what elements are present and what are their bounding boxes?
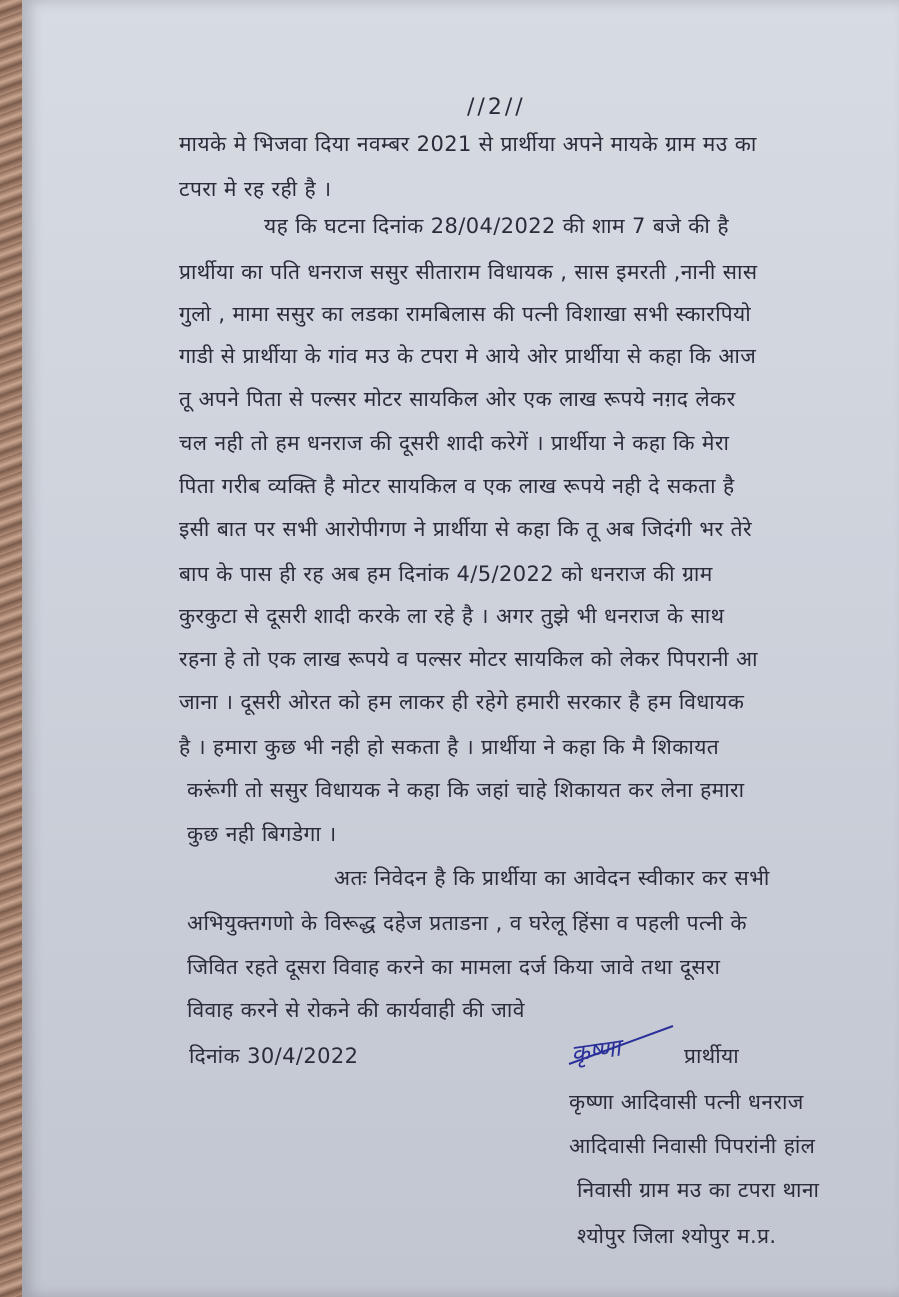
body-line: कुरकुटा से दूसरी शादी करके ला रहे है । अगर तुझे भी धनराज के साथ [179, 604, 725, 628]
body-line: जिवित रहते दूसरा विवाह करने का मामला दर्ज किया जावे तथा दूसरा [187, 955, 721, 979]
address-line: श्योपुर जिला श्योपुर म.प्र. [577, 1224, 777, 1248]
body-line: गाडी से प्रार्थीया के गांव मउ के टपरा मे आये ओर प्रार्थीया से कहा कि आज [179, 344, 757, 368]
document-page [22, 0, 899, 1297]
signature-text: कृष्णा [569, 1033, 623, 1069]
body-line: मायके मे भिजवा दिया नवम्बर 2021 से प्रार्थीया अपने मायके ग्राम मउ का [179, 132, 757, 156]
body-line: अभियुक्तगणो के विरूद्ध दहेज प्रताडना , व घरेलू हिंसा व पहली पत्नी के [187, 911, 747, 935]
body-line: कुछ नही बिगडेगा । [187, 822, 337, 846]
body-line: अतः निवेदन है कि प्रार्थीया का आवेदन स्वीकार कर सभी [334, 866, 770, 890]
body-line: गुलो , मामा ससुर का लडका रामबिलास की पत्नी विशाखा सभी स्कारपियो [179, 302, 752, 326]
page-number: //2// [467, 95, 526, 120]
body-line: रहना हे तो एक लाख रूपये व पल्सर मोटर सायकिल को लेकर पिपरानी आ [179, 647, 758, 671]
body-line: तू अपने पिता से पल्सर मोटर सायकिल ओर एक लाख रूपये नग़द लेकर [179, 387, 736, 411]
body-line: इसी बात पर सभी आरोपीगण ने प्रार्थीया से कहा कि तू अब जिदंगी भर तेरे [179, 517, 752, 541]
body-line: पिता गरीब व्यक्ति है मोटर सायकिल व एक लाख रूपये नही दे सकता है [179, 474, 735, 498]
address-line: निवासी ग्राम मउ का टपरा थाना [577, 1178, 820, 1202]
body-line: चल नही तो हम धनराज की दूसरी शादी करेगें । प्रार्थीया ने कहा कि मेरा [179, 431, 730, 455]
body-line: करूंगी तो ससुर विधायक ने कहा कि जहां चाहे शिकायत कर लेना हमारा [187, 778, 745, 802]
applicant-label: प्रार्थीया [684, 1044, 740, 1068]
body-line: है । हमारा कुछ भी नही हो सकता है । प्रार्थीया ने कहा कि मै शिकायत [179, 735, 720, 759]
body-line: बाप के पास ही रह अब हम दिनांक 4/5/2022 को धनराज की ग्राम [179, 562, 713, 586]
body-line: जाना । दूसरी ओरत को हम लाकर ही रहेगे हमारी सरकार है हम विधायक [179, 690, 745, 714]
signature [567, 1020, 677, 1070]
body-line: यह कि घटना दिनांक 28/04/2022 की शाम 7 बजे की है [264, 214, 729, 238]
body-line: प्रार्थीया का पति धनराज ससुर सीताराम विधायक , सास इमरती ,नानी सास [179, 260, 758, 284]
body-line: विवाह करने से रोकने की कार्यवाही की जावे [187, 998, 525, 1022]
address-line: आदिवासी निवासी पिपरांनी हांल [569, 1134, 816, 1158]
address-line: कृष्णा आदिवासी पत्नी धनराज [569, 1090, 804, 1114]
body-line: टपरा मे रह रही है । [179, 177, 332, 201]
date-line: दिनांक 30/4/2022 [189, 1044, 359, 1068]
